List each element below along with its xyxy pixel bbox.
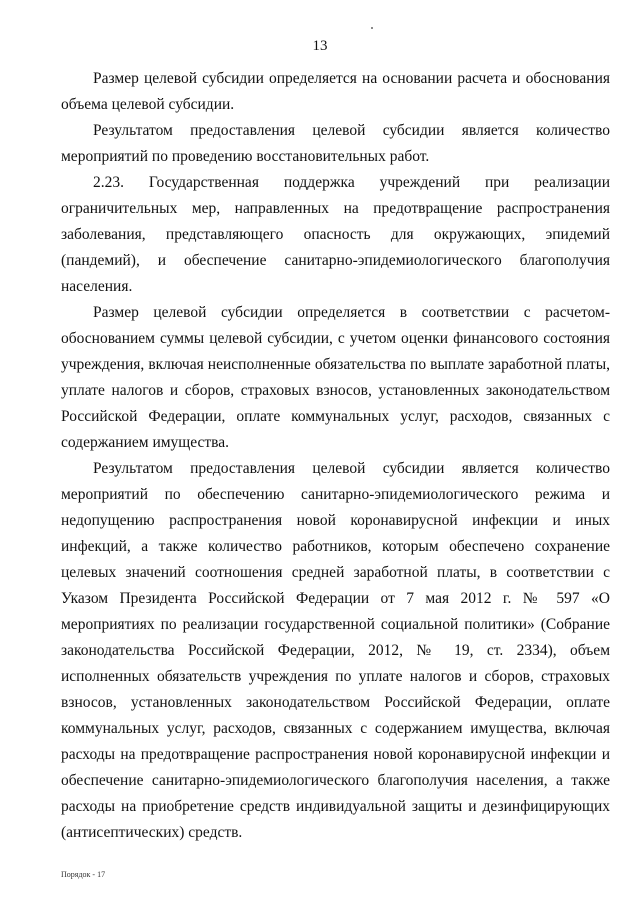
- paragraph-sanitary-result: Результатом предоставления целевой субсидии является количество мероприятий по обеспечению санитарно-эпидемиологического режима и недопущению распространения новой коронавирусной инфекции и иных инфекций, а также количество работников, которым обеспечено сохранение целевых значений соотношения средней заработной платы, в соответствии с Указом Президента Российской Федерации от 7 мая 2012 г. № 597 «О мероприятиях по реализации государственной социальной политики» (Собрание законодательства Российской Федерации, 2012, № 19, ст. 2334), объем исполненных обязательств учреждения по уплате налогов и сборов, страховых взносов, установленных законодательством Российской Федерации, оплате коммунальных услуг, расходов, связанных с содержанием имущества, включая расходы на предотвращение распространения новой коронавирусной инфекции и обеспечение санитарно-эпидемиологического благополучия населения, а также расходы на приобретение средств индивидуальной защиты и дезинфицирующих (антисептических) средств.: [61, 460, 610, 841]
- page-footer: Порядок - 17: [61, 870, 106, 879]
- paragraph-subsidy-size-calculation: Размер целевой субсидии определяется в соответствии с расчетом-обоснованием суммы целевой субсидии, с учетом оценки финансового состояния учреждения, включая неисполненные обязательства по выплате заработной платы, уплате налогов и сборов, страховых взносов, установленных законодательством Российской Федерации, оплате коммунальных услуг, расходов, связанных с содержанием имущества.: [61, 304, 610, 451]
- paragraph-restoration-result: Результатом предоставления целевой субсидии является количество мероприятий по проведению восстановительных работ.: [61, 122, 610, 165]
- document-body: [61, 66, 610, 846]
- page-number: 13: [312, 38, 328, 54]
- scan-speck: [371, 27, 373, 29]
- paragraph-section-2-23: 2.23. Государственная поддержка учреждений при реализации ограничительных мер, направленных на предотвращение распространения заболевания, представляющего опасность для окружающих, эпидемий (пандемий), и обеспечение санитарно-эпидемиологического благополучия населения.: [61, 174, 610, 295]
- paragraph-subsidy-size-basis: Размер целевой субсидии определяется на основании расчета и обоснования объема целевой субсидии.: [61, 70, 610, 113]
